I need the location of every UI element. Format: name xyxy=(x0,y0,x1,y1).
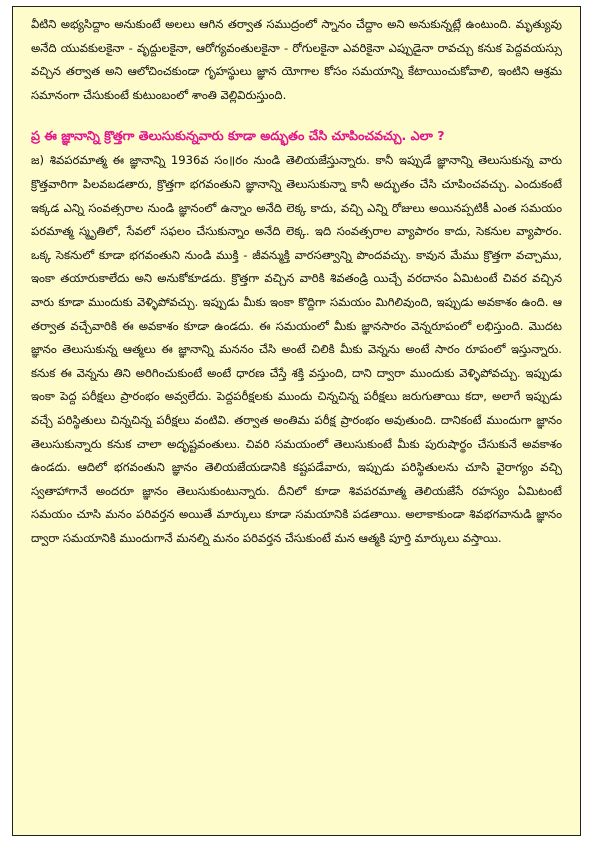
answer-paragraph: జ) శివపరమాత్మ ఈ జ్ఞానాన్ని 1936వ సం॥రం నుండి తెలియజేస్తున్నారు. కానీ ఇప్పుడే జ్ఞానాన్ని తెలుసుకున్న వారు క్రొత్తవారిగా పిలవబడతారు, క్రొత్తగా భగవంతుని జ్ఞానాన్ని తెలుసుకున్నా కానీ అద్భుతం చేసి చూపించవచ్చు. ఎందుకంటే ఇక్కడ ఎన్ని సంవత్సరాల నుండి జ్ఞానంలో ఉన్నాం అనేది లెక్క కాదు, వచ్చి ఎన్ని రోజులు అయినప్పటికీ ఎంత సమయం పరమాత్మ స్మృతిలో, సేవలో సఫలం చేసుకున్నాం అనేది లెక్క. ఇది సంవత్సరాల వ్యాపారం కాదు, సెకనుల వ్యాపారం. ఒక్క సెకనులో కూడా భగవంతుని నుండి ముక్తి - జీవన్ముక్తి వారసత్వాన్ని పొందవచ్చు. కావున మేము క్రొత్తగా వచ్చాము, ఇంకా తయారుకాలేదు అని అనుకోకూడదు. క్రొత్తగా వచ్చిన వారికి శివతండ్రి యిచ్చే వరదానం ఏమిటంటే చివర వచ్చిన వారు కూడా ముందుకు వెళ్ళిపోవచ్చు. ఇప్పుడు మీకు ఇంకా కొద్దిగా సమయం మిగిలివుంది, ఇప్పుడు అవకాశం ఉంది. ఆ తర్వాత వచ్చేవారికి ఈ అవకాశం కూడా ఉండదు. ఈ సమయంలో మీకు జ్ఞానసారం వెన్నరూపంలో లభిస్తుంది. మొదట జ్ఞానం తెలుసుకున్న ఆత్మలు ఈ జ్ఞానాన్ని మననం చేసి అంటే చిలికి మీకు వెన్నను అంటే సారం రూపంలో ఇస్తున్నారు. కనుక ఈ వెన్నను తిని అరిగించుకుంటే అంటే ధారణ చేస్తే శక్తి వస్తుంది, దాని ద్వారా ముందుకు వెళ్ళిపోవచ్చు. ఇప్పుడు ఇంకా పెద్ద పరీక్షలు ప్రారంభం అవ్వలేదు. పెద్దపరీక్షలకు ముందు చిన్నచిన్న పరీక్షలు జరుగుతాయి కదా, అలాగే ఇప్పుడు వచ్చే పరిస్థితులు చిన్నచిన్న పరీక్షలు వంటివి. తర్వాత అంతిమ పరీక్ష ప్రారంభం అవుతుంది. దానికంటే ముందుగా జ్ఞానం తెలుసుకున్నారు కనుక చాలా అదృష్టవంతులు. చివరి సమయంలో తెలుసుకుంటే మీకు పురుషార్థం చేసుకునే అవకాశం ఉండదు. ఆదిలో భగవంతుని జ్ఞానం తెలియజేయడానికి కష్టపడేవారు, ఇప్పుడు పరిస్థితులను చూసి వైరాగ్యం వచ్చి స్వతాహాగానే అందరూ జ్ఞానం తెలుసుకుంటున్నారు. దీనిలో కూడా శివపరమాత్మ తెలియజేసే రహస్యం ఏమిటంటే సమయం చూసి మనం పరివర్తన అయితే మార్కులు కూడా సమయానికి పడతాయి. అలాకాకుండా శివభగవానుడి జ్ఞానం ద్వారా సమయానికి ముందుగానే మనల్ని మనం పరివర్తన చేసుకుంటే మన ఆత్మకి పూర్తి మార్కులు వస్తాయి. xyxy=(31,153,562,545)
intro-paragraph: వీటిని అభ్యసిద్దాం అనుకుంటే అలలు ఆగిన తర్వాత సముద్రంలో స్నానం చేద్దాం అని అనుకున్నట్లే ఉంటుంది. మృత్యువు అనేది యువకులకైనా - వృద్దులకైనా, ఆరోగ్యవంతులకైనా - రోగులకైనా ఎవరికైనా ఎప్పుడైనా రావచ్చు కనుక పెద్దవయస్సు వచ్చిన తర్వాత అని ఆలోచించకుండా గృహస్థులు జ్ఞాన యోగాల కోసం సమయాన్ని కేటాయించుకోవాలి, ఇంటిని ఆశ్రమ సమానంగా చేసుకుంటే కుటుంబంలో శాంతి వెల్లివిరుస్తుంది. xyxy=(31,17,562,102)
question-heading: ప్ర ఈ జ్ఞానాన్ని క్రొత్తగా తెలుసుకున్నవారు కూడా అద్భుతం చేసి చూపించవచ్చు. ఎలా ? xyxy=(31,128,445,144)
text-panel xyxy=(12,6,581,836)
